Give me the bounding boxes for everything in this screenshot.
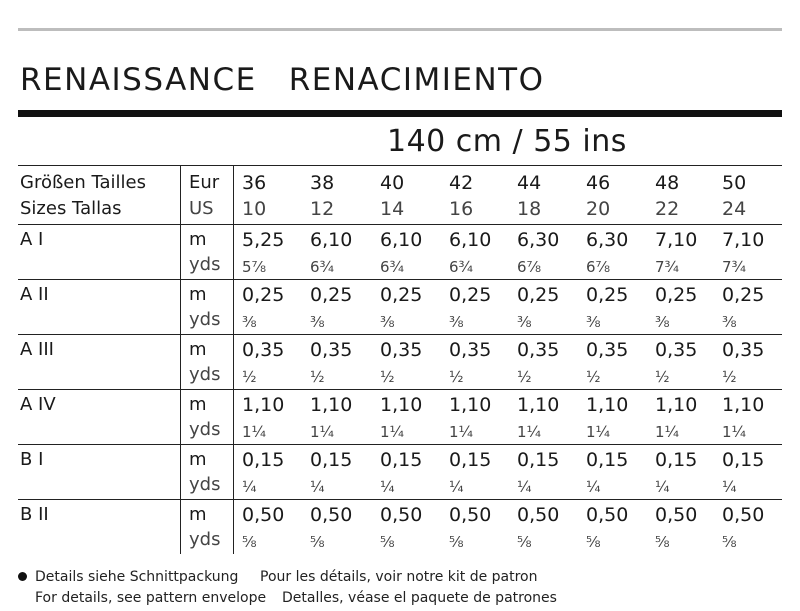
eur-size: 48 bbox=[655, 172, 680, 194]
meters-value: 0,35 bbox=[722, 339, 765, 361]
yards-value: ½ bbox=[380, 368, 395, 386]
us-size: 12 bbox=[310, 198, 335, 220]
row-divider bbox=[18, 444, 782, 445]
meters-value: 0,25 bbox=[380, 284, 423, 306]
unit-meters: m bbox=[189, 229, 207, 250]
meters-value: 0,25 bbox=[449, 284, 492, 306]
eur-size: 42 bbox=[449, 172, 474, 194]
meters-value: 0,35 bbox=[449, 339, 492, 361]
meters-value: 0,35 bbox=[517, 339, 560, 361]
row-divider bbox=[18, 499, 782, 500]
meters-value: 1,10 bbox=[310, 394, 353, 416]
yards-value: 7¾ bbox=[655, 258, 680, 276]
us-size: 10 bbox=[242, 198, 267, 220]
yards-value: ¼ bbox=[310, 478, 325, 496]
meters-value: 0,25 bbox=[242, 284, 285, 306]
meters-value: 0,15 bbox=[449, 449, 492, 471]
us-size: 18 bbox=[517, 198, 542, 220]
unit-meters: m bbox=[189, 284, 207, 305]
yards-value: 1¼ bbox=[380, 423, 405, 441]
unit-yards: yds bbox=[189, 254, 221, 275]
eur-size: 44 bbox=[517, 172, 542, 194]
row-divider bbox=[18, 334, 782, 335]
yards-value: ⅝ bbox=[722, 533, 737, 551]
row-divider bbox=[18, 279, 782, 280]
yards-value: 6⅞ bbox=[517, 258, 542, 276]
yards-value: 5⅞ bbox=[242, 258, 267, 276]
meters-value: 1,10 bbox=[655, 394, 698, 416]
meters-value: 1,10 bbox=[242, 394, 285, 416]
eur-size: 36 bbox=[242, 172, 267, 194]
meters-value: 5,25 bbox=[242, 229, 285, 251]
meters-value: 0,35 bbox=[655, 339, 698, 361]
meters-value: 0,15 bbox=[722, 449, 765, 471]
header-rule bbox=[18, 165, 782, 166]
meters-value: 1,10 bbox=[449, 394, 492, 416]
yards-value: ¼ bbox=[242, 478, 257, 496]
meters-value: 0,50 bbox=[586, 504, 629, 526]
meters-value: 0,50 bbox=[517, 504, 560, 526]
yards-value: ¼ bbox=[586, 478, 601, 496]
meters-value: 1,10 bbox=[380, 394, 423, 416]
meters-value: 0,50 bbox=[380, 504, 423, 526]
meters-value: 0,25 bbox=[310, 284, 353, 306]
meters-value: 0,35 bbox=[310, 339, 353, 361]
title-spanish: RENACIMIENTO bbox=[288, 62, 545, 98]
eur-size: 50 bbox=[722, 172, 747, 194]
yards-value: ½ bbox=[655, 368, 670, 386]
size-label-line2: Sizes Tallas bbox=[20, 198, 122, 219]
yards-value: 1¼ bbox=[310, 423, 335, 441]
footer-german: Details siehe Schnittpackung bbox=[35, 569, 239, 585]
meters-value: 0,25 bbox=[586, 284, 629, 306]
meters-value: 0,25 bbox=[655, 284, 698, 306]
yards-value: 6⅞ bbox=[586, 258, 611, 276]
unit-meters: m bbox=[189, 339, 207, 360]
yards-value: 6¾ bbox=[380, 258, 405, 276]
yards-value: ⅜ bbox=[655, 313, 670, 331]
yards-value: ½ bbox=[310, 368, 325, 386]
yards-value: 6¾ bbox=[449, 258, 474, 276]
meters-value: 6,30 bbox=[517, 229, 560, 251]
meters-value: 0,50 bbox=[722, 504, 765, 526]
us-label: US bbox=[189, 198, 214, 219]
meters-value: 0,15 bbox=[586, 449, 629, 471]
footer-english: For details, see pattern envelope bbox=[35, 590, 267, 606]
us-size: 20 bbox=[586, 198, 611, 220]
yards-value: 7¾ bbox=[722, 258, 747, 276]
us-size: 24 bbox=[722, 198, 747, 220]
view-label: A IV bbox=[20, 394, 56, 415]
row-divider bbox=[18, 389, 782, 390]
meters-value: 0,15 bbox=[517, 449, 560, 471]
yards-value: ⅜ bbox=[310, 313, 325, 331]
eur-size: 38 bbox=[310, 172, 335, 194]
meters-value: 0,15 bbox=[380, 449, 423, 471]
row-divider bbox=[18, 224, 782, 225]
yards-value: ¼ bbox=[380, 478, 395, 496]
unit-meters: m bbox=[189, 449, 207, 470]
meters-value: 6,10 bbox=[310, 229, 353, 251]
meters-value: 1,10 bbox=[586, 394, 629, 416]
meters-value: 7,10 bbox=[722, 229, 765, 251]
bullet-icon bbox=[18, 572, 27, 581]
view-label: B I bbox=[20, 449, 44, 470]
meters-value: 0,35 bbox=[586, 339, 629, 361]
yards-value: 1¼ bbox=[517, 423, 542, 441]
view-label: A III bbox=[20, 339, 54, 360]
yards-value: ⅝ bbox=[449, 533, 464, 551]
yards-value: ¼ bbox=[517, 478, 532, 496]
yards-value: ⅜ bbox=[586, 313, 601, 331]
meters-value: 6,30 bbox=[586, 229, 629, 251]
yards-value: ½ bbox=[722, 368, 737, 386]
footer-spanish: Detalles, véase el paquete de patrones bbox=[282, 590, 557, 606]
title-main: RENAISSANCE bbox=[20, 62, 257, 98]
meters-value: 0,25 bbox=[517, 284, 560, 306]
meters-value: 1,10 bbox=[722, 394, 765, 416]
yards-value: ¼ bbox=[655, 478, 670, 496]
meters-value: 0,25 bbox=[722, 284, 765, 306]
yards-value: 1¼ bbox=[242, 423, 267, 441]
yards-value: ⅜ bbox=[517, 313, 532, 331]
meters-value: 0,35 bbox=[242, 339, 285, 361]
size-label-line1: Größen Tailles bbox=[20, 172, 147, 193]
top-rule bbox=[18, 28, 782, 31]
page-title bbox=[20, 62, 545, 98]
yards-value: ⅜ bbox=[722, 313, 737, 331]
yards-value: ⅜ bbox=[242, 313, 257, 331]
meters-value: 0,50 bbox=[242, 504, 285, 526]
eur-size: 46 bbox=[586, 172, 611, 194]
us-size: 22 bbox=[655, 198, 680, 220]
yards-value: 1¼ bbox=[586, 423, 611, 441]
meters-value: 0,15 bbox=[655, 449, 698, 471]
meters-value: 0,50 bbox=[655, 504, 698, 526]
yards-value: 1¼ bbox=[722, 423, 747, 441]
yards-value: 1¼ bbox=[655, 423, 680, 441]
unit-meters: m bbox=[189, 504, 207, 525]
meters-value: 1,10 bbox=[517, 394, 560, 416]
fabric-width: 140 cm / 55 ins bbox=[387, 124, 627, 159]
unit-yards: yds bbox=[189, 419, 221, 440]
footer-french: Pour les détails, voir notre kit de patron bbox=[260, 569, 538, 585]
meters-value: 0,35 bbox=[380, 339, 423, 361]
meters-value: 0,50 bbox=[449, 504, 492, 526]
meters-value: 0,15 bbox=[310, 449, 353, 471]
yards-value: ⅝ bbox=[242, 533, 257, 551]
meters-value: 6,10 bbox=[380, 229, 423, 251]
yards-value: ½ bbox=[517, 368, 532, 386]
unit-meters: m bbox=[189, 394, 207, 415]
eur-label: Eur bbox=[189, 172, 220, 193]
yards-value: ⅝ bbox=[517, 533, 532, 551]
meters-value: 7,10 bbox=[655, 229, 698, 251]
yards-value: ⅝ bbox=[655, 533, 670, 551]
meters-value: 0,15 bbox=[242, 449, 285, 471]
yards-value: 1¼ bbox=[449, 423, 474, 441]
eur-size: 40 bbox=[380, 172, 405, 194]
meters-value: 6,10 bbox=[449, 229, 492, 251]
meters-value: 0,50 bbox=[310, 504, 353, 526]
view-label: B II bbox=[20, 504, 49, 525]
us-size: 16 bbox=[449, 198, 474, 220]
yards-value: ⅜ bbox=[449, 313, 464, 331]
yards-value: ⅝ bbox=[310, 533, 325, 551]
yards-value: ½ bbox=[449, 368, 464, 386]
us-size: 14 bbox=[380, 198, 405, 220]
unit-yards: yds bbox=[189, 309, 221, 330]
yards-value: ⅜ bbox=[380, 313, 395, 331]
yards-value: ¼ bbox=[722, 478, 737, 496]
yards-value: ½ bbox=[586, 368, 601, 386]
yards-value: ⅝ bbox=[586, 533, 601, 551]
title-rule bbox=[18, 110, 782, 117]
yards-value: 6¾ bbox=[310, 258, 335, 276]
yards-value: ⅝ bbox=[380, 533, 395, 551]
unit-yards: yds bbox=[189, 529, 221, 550]
yards-value: ¼ bbox=[449, 478, 464, 496]
view-label: A I bbox=[20, 229, 44, 250]
unit-yards: yds bbox=[189, 474, 221, 495]
view-label: A II bbox=[20, 284, 49, 305]
unit-yards: yds bbox=[189, 364, 221, 385]
yards-value: ½ bbox=[242, 368, 257, 386]
